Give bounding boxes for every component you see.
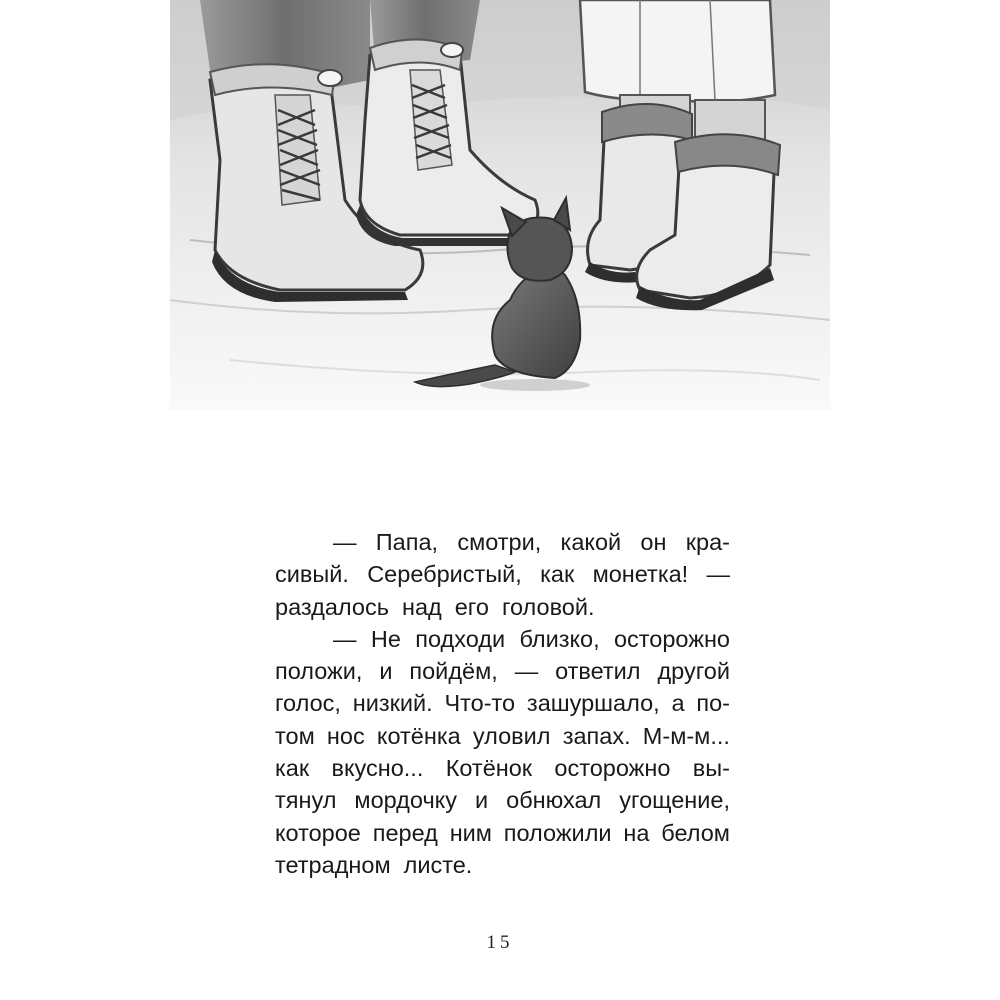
kitten-boots-illustration <box>170 0 830 470</box>
word: положи, <box>275 658 363 685</box>
word: запах. <box>562 722 631 749</box>
text-line <box>275 849 730 881</box>
word: осторожно <box>613 625 730 652</box>
word: уловил <box>472 722 551 749</box>
child-coat <box>580 0 775 102</box>
text-line <box>275 784 730 816</box>
word: М-м-м... <box>642 722 730 749</box>
word: и <box>474 787 489 814</box>
word: листе. <box>403 851 473 878</box>
text-line <box>275 752 730 784</box>
word: Не <box>370 625 401 652</box>
word: перед <box>372 819 438 846</box>
story-text <box>275 526 730 881</box>
page-number: 15 <box>486 932 514 953</box>
text-line <box>275 817 730 849</box>
word: смотри, <box>457 529 542 555</box>
word: по- <box>696 690 730 717</box>
word: белом <box>661 819 730 846</box>
word: мордочку <box>354 787 457 814</box>
word: головой. <box>501 593 595 620</box>
word: угощение, <box>619 787 730 814</box>
word: как <box>540 561 575 588</box>
word: — <box>333 529 357 555</box>
word: тетрадном <box>275 851 391 878</box>
text-line <box>275 720 730 752</box>
word: подходи <box>415 625 506 652</box>
pencil-drawing-icon <box>170 0 830 470</box>
text-line <box>275 591 730 623</box>
text-line <box>275 558 730 590</box>
word: как <box>275 755 310 782</box>
word: — <box>333 625 357 652</box>
word: какой <box>560 529 622 555</box>
word: Котёнок <box>445 755 533 782</box>
word: котёнка <box>376 722 461 749</box>
word: другой <box>657 658 730 685</box>
word: раздалось <box>275 593 389 620</box>
word: Серебристый, <box>367 561 522 588</box>
word: ответил <box>555 658 641 685</box>
word: которое <box>275 819 361 846</box>
word: и <box>379 658 393 685</box>
word: а <box>671 690 685 717</box>
word: вы- <box>692 755 730 782</box>
word: тянул <box>275 787 337 814</box>
word: том <box>275 722 315 749</box>
word: — <box>706 561 730 588</box>
word: пойдём, <box>409 658 498 685</box>
word: положили <box>503 819 612 846</box>
text-line <box>275 623 730 655</box>
word: близко, <box>519 625 600 652</box>
word: он <box>640 529 667 555</box>
word: Что-то <box>444 690 516 717</box>
word: Папа, <box>375 529 439 555</box>
word: голос, <box>275 690 341 717</box>
word: вкусно... <box>331 755 424 782</box>
word: монетка! <box>592 561 689 588</box>
word: нос <box>326 722 365 749</box>
text-line <box>275 655 730 687</box>
word: низкий. <box>352 690 433 717</box>
word: над <box>401 593 442 620</box>
word: кра- <box>685 529 730 555</box>
word: сивый. <box>275 561 349 588</box>
word: его <box>454 593 489 620</box>
word: на <box>623 819 650 846</box>
word: осторожно <box>554 755 671 782</box>
word: — <box>514 658 539 685</box>
word: обнюхал <box>506 787 602 814</box>
text-line <box>275 687 730 719</box>
text-line <box>275 526 730 558</box>
word: зашуршало, <box>526 690 660 717</box>
word: ним <box>449 819 492 846</box>
